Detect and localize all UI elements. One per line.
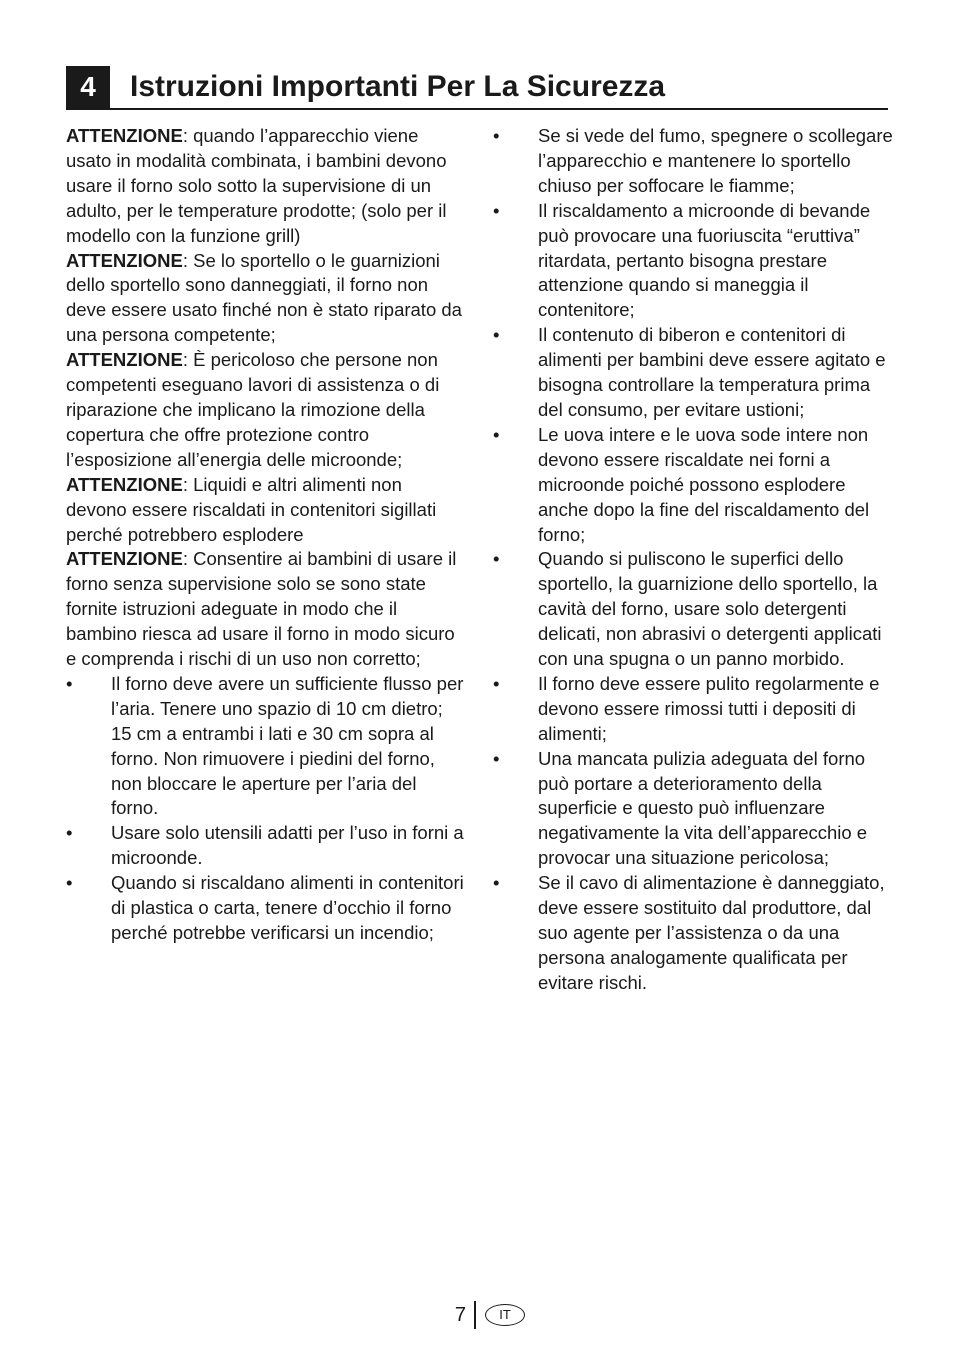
warning-label: ATTENZIONE [66,473,183,495]
warning-label: ATTENZIONE [66,249,183,271]
list-item: • Il riscaldamento a microonde di bevande può provocare una fuoriuscita “eruttiva” ritardata, pertanto bisogna prestare attenzione quando si maneggia il contenitore; [493,199,893,324]
warning-label: ATTENZIONE [66,125,183,146]
section-header [66,66,888,110]
warning-label: ATTENZIONE [66,349,183,371]
footer-divider [474,1301,476,1329]
list-item: • Quando si riscaldano alimenti in contenitori di plastica o carta, tenere d’occhio il forno perché potrebbe verificarsi un incendio; [66,871,466,946]
list-item: • Il contenuto di biberon e contenitori di alimenti per bambini deve essere agitato e bisogna controllare la temperatura prima del consumo, per evitare ustioni; [493,323,893,423]
page-title: Istruzioni Importanti Per La Sicurezza [130,70,666,103]
language-badge: IT [485,1304,525,1326]
warning-paragraph [66,547,466,672]
left-bullet-list [66,672,466,946]
warning-text: : Liquidi e altri alimenti non devono essere riscaldati in contenitori sigillati perché potrebbero esplodere [66,473,437,545]
right-bullet-list [493,124,893,996]
warning-text: : Consentire ai bambini di usare il forno senza supervisione solo se sono state fornite istruzioni adeguate in modo che il bambino riesca ad usare il forno in modo sicuro e comprenda i rischi di un uso non corretto; [66,548,457,670]
list-item: • Le uova intere e le uova sode intere non devono essere riscaldate nei forni a microonde poiché possono esplodere anche dopo la fine del riscaldamento del forno; [493,423,893,548]
warning-label: ATTENZIONE [66,548,183,570]
list-item: • Una mancata pulizia adeguata del forno può portare a deterioramento della superficie e questo può influenzare negativamente la vita dell’apparecchio e provocar una situazione pericolosa; [493,747,893,872]
warning-paragraph [66,124,466,249]
warning-paragraph [66,348,466,473]
right-column [493,124,893,996]
warning-paragraph [66,249,466,349]
chapter-number-badge: 4 [66,66,110,108]
list-item: • Se il cavo di alimentazione è danneggiato, deve essere sostituito dal produttore, dal suo agente per l’assistenza o da una persona analogamente qualificata per evitare rischi. [493,871,893,996]
warning-text: : È pericoloso che persone non competenti eseguano lavori di assistenza o di riparazione che implicano la rimozione della copertura che offre protezione contro l’esposizione all’energia delle microonde; [66,349,440,470]
page-number: 7 [454,1304,466,1326]
list-item: • Usare solo utensili adatti per l’uso in forni a microonde. [66,821,466,871]
warning-paragraph [66,473,466,548]
warning-text: : quando l’apparecchio viene usato in modalità combinata, i bambini devono usare il forno solo sotto la supervisione di un adulto, per le temperature prodotte; (solo per il modello con la funzione grill) [66,125,447,246]
list-item: • Il forno deve avere un sufficiente flusso per l’aria. Tenere uno spazio di 10 cm dietro; 15 cm a entrambi i lati e 30 cm sopra al forno. Non rimuovere i piedini del forno, non bloccare le aperture per l’aria del forno. [66,672,466,821]
warning-text: : Se lo sportello o le guarnizioni dello sportello sono danneggiati, il forno non deve essere usato finché non è stato riparato da una persona competente; [66,249,462,346]
list-item: • Se si vede del fumo, spegnere o scollegare l’apparecchio e mantenere lo sportello chiuso per soffocare le fiamme; [493,124,893,199]
list-item: • Il forno deve essere pulito regolarmente e devono essere rimossi tutti i depositi di alimenti; [493,672,893,747]
left-column [66,124,466,946]
page-footer [440,1300,560,1330]
list-item: • Quando si puliscono le superfici dello sportello, la guarnizione dello sportello, la cavità del forno, usare solo detergenti delicati, non abrasivi o detergenti applicati con una spugna o un panno morbido. [493,547,893,672]
